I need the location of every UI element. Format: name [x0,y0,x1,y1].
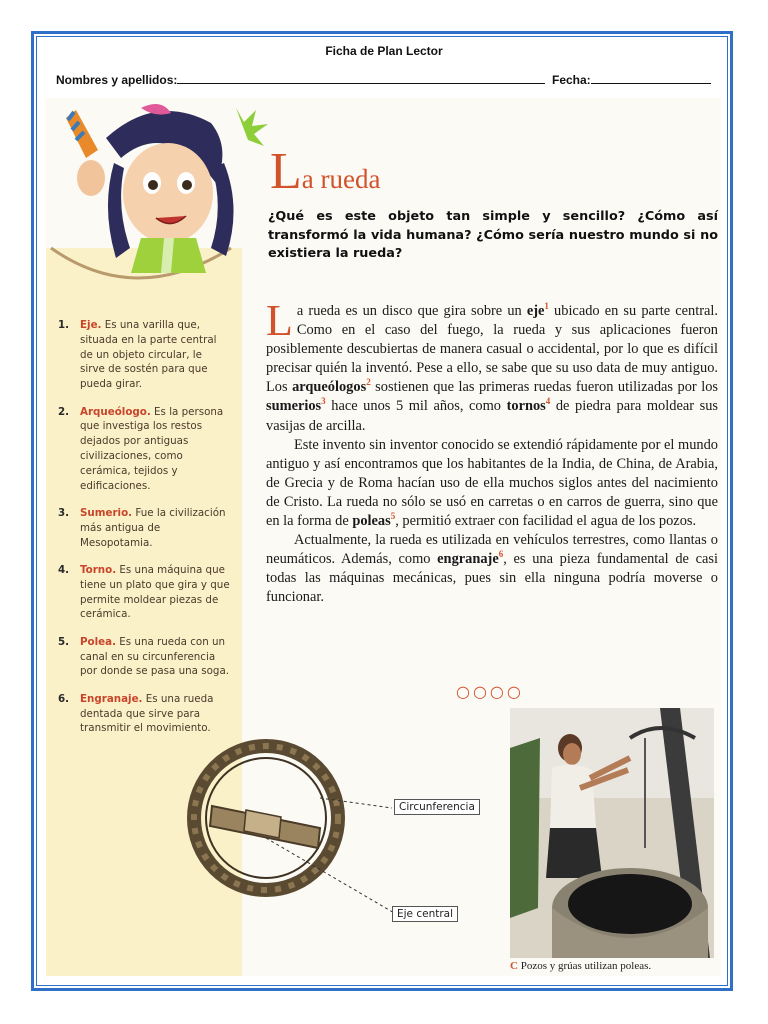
glossary-term: Engranaje. [80,692,143,705]
ancient-wheel-figure [186,738,475,948]
section-separator: ○○○○ [456,682,524,701]
glossary-term: Eje. [80,319,102,331]
glossary-text [80,405,230,494]
names-field[interactable] [56,72,545,87]
footnote-mark: 4 [545,396,551,407]
glossary-definition: Es una varilla que, situada en la parte central de un objeto circular, le sirve de sostén para que pueda girar. [80,319,217,391]
footnote-mark: 6 [498,549,504,560]
paragraph-3 [266,531,718,607]
keyword-poleas: poleas [352,513,391,530]
title-initial: L [270,143,302,200]
caption-mark: C [510,960,518,972]
glossary-item [58,318,230,392]
glossary-item [58,692,230,736]
glossary-number: 2. [58,405,70,418]
glossary-item [58,563,230,622]
footnote-mark: 5 [390,511,396,522]
glossary-definition: Es una rueda con un canal en su circunferencia por donde se pasa una soga. [80,635,230,678]
guiding-question: ¿Qué es este objeto tan simple y sencillo? ¿Cómo así transformó la vida humana? ¿Cómo sería nuestro mundo si no existiera la rueda? [268,209,718,261]
scanned-page [46,98,721,976]
glossary-number: 3. [58,506,70,519]
glossary-list [58,318,230,749]
glossary-number: 6. [58,692,70,705]
date-blank[interactable] [591,72,711,84]
footnote-mark: 2 [366,377,371,388]
text-run: Actualmente, la rueda es utilizada en vehículos terrestres, como llantas o neumáticos. Además, como [266,532,718,568]
worksheet-title: Ficha de Plan Lector [325,44,443,58]
glossary-term: Torno. [80,563,117,576]
glossary-term: Sumerio. [80,506,133,519]
paragraph-1 [266,296,718,436]
title-rest: a rueda [301,164,381,194]
text-run: sostienen que las primeras ruedas fueron utilizadas por los [370,379,718,396]
keyword-eje: eje [526,303,545,319]
caption-text: Pozos y grúas utilizan poleas. [517,960,652,972]
glossary-number: 1. [58,319,70,331]
keyword-sumerios: sumerios [266,398,322,415]
glossary-term: Polea. [80,635,116,648]
article-title [270,143,381,200]
label-circumference: Circunferencia [394,799,480,815]
drop-cap: L [266,296,293,345]
keyword-arqueologos: arqueólogos [292,379,367,396]
keyword-tornos: tornos [506,398,546,415]
text-run: Este invento sin inventor conocido se extendió rápidamente por el mundo antiguo y así encontramos que los habitantes de la India, de China, de Arabia, de Grecia y de Roma hacían uso de ella muchos siglos antes del nacimiento de Cristo. La rueda no sólo se usó en carretas o en carros de guerra, sino que en la forma de [266,436,718,530]
glossary-definition: Fue la civilización más antigua de Mesopotamia. [80,506,226,549]
date-field[interactable] [552,72,711,87]
names-label: Nombres y apellidos: [56,73,178,87]
text-run: , permitió extraer con facilidad el agua de los pozos. [395,513,697,530]
glossary-text [80,692,230,736]
text-run: a rueda es un disco que gira sobre un [296,303,527,319]
glossary-definition: Es una rueda dentada que sirve para transmitir el movimiento. [80,692,214,735]
glossary-number: 5. [58,635,70,648]
glossary-definition: Es la persona que investiga los restos dejados por antiguas civilizaciones, como cerámica, tejidos y edificaciones. [80,405,224,492]
glossary-number: 4. [58,563,70,576]
text-run: , es una pieza fundamental de casi todas las máquinas mecánicas, pues sin ella ninguna podría moverse o funcionar. [266,551,719,606]
glossary-term: Arqueólogo. [80,405,151,418]
names-blank[interactable] [177,72,545,84]
glossary-text [80,563,230,622]
glossary-text [80,506,230,550]
text-run: de piedra para moldear sus vasijas de arcilla. [266,398,718,434]
footnote-mark: 1 [544,301,549,312]
photo-caption [510,960,720,972]
girl-illustration [46,98,286,298]
glossary-definition: Es una máquina que tiene un plato que gira y que permite moldear piezas de cerámica. [80,563,230,621]
paragraph-2 [266,436,718,531]
well-pulley-photo [510,708,714,958]
glossary-text [80,318,230,392]
text-run: hace unos 5 mil años, como [325,398,507,415]
article-body [266,296,719,608]
glossary-item [58,635,230,679]
label-central-axle: Eje central [392,906,458,922]
text-run: ubicado en su parte central. Como en el caso del fuego, la rueda y sus aplicaciones fueron posiblemente descubiertas de manera casual o accidental, por lo que es difícil precisar quién la inventó. Pese a ello, se sabe que su uso data de muy antiguo. Los [266,303,718,396]
glossary-item [58,506,230,550]
keyword-engranaje: engranaje [437,551,499,568]
glossary-item [58,405,230,494]
glossary-text [80,635,230,679]
footnote-mark: 3 [321,396,326,407]
date-label: Fecha: [552,73,591,87]
